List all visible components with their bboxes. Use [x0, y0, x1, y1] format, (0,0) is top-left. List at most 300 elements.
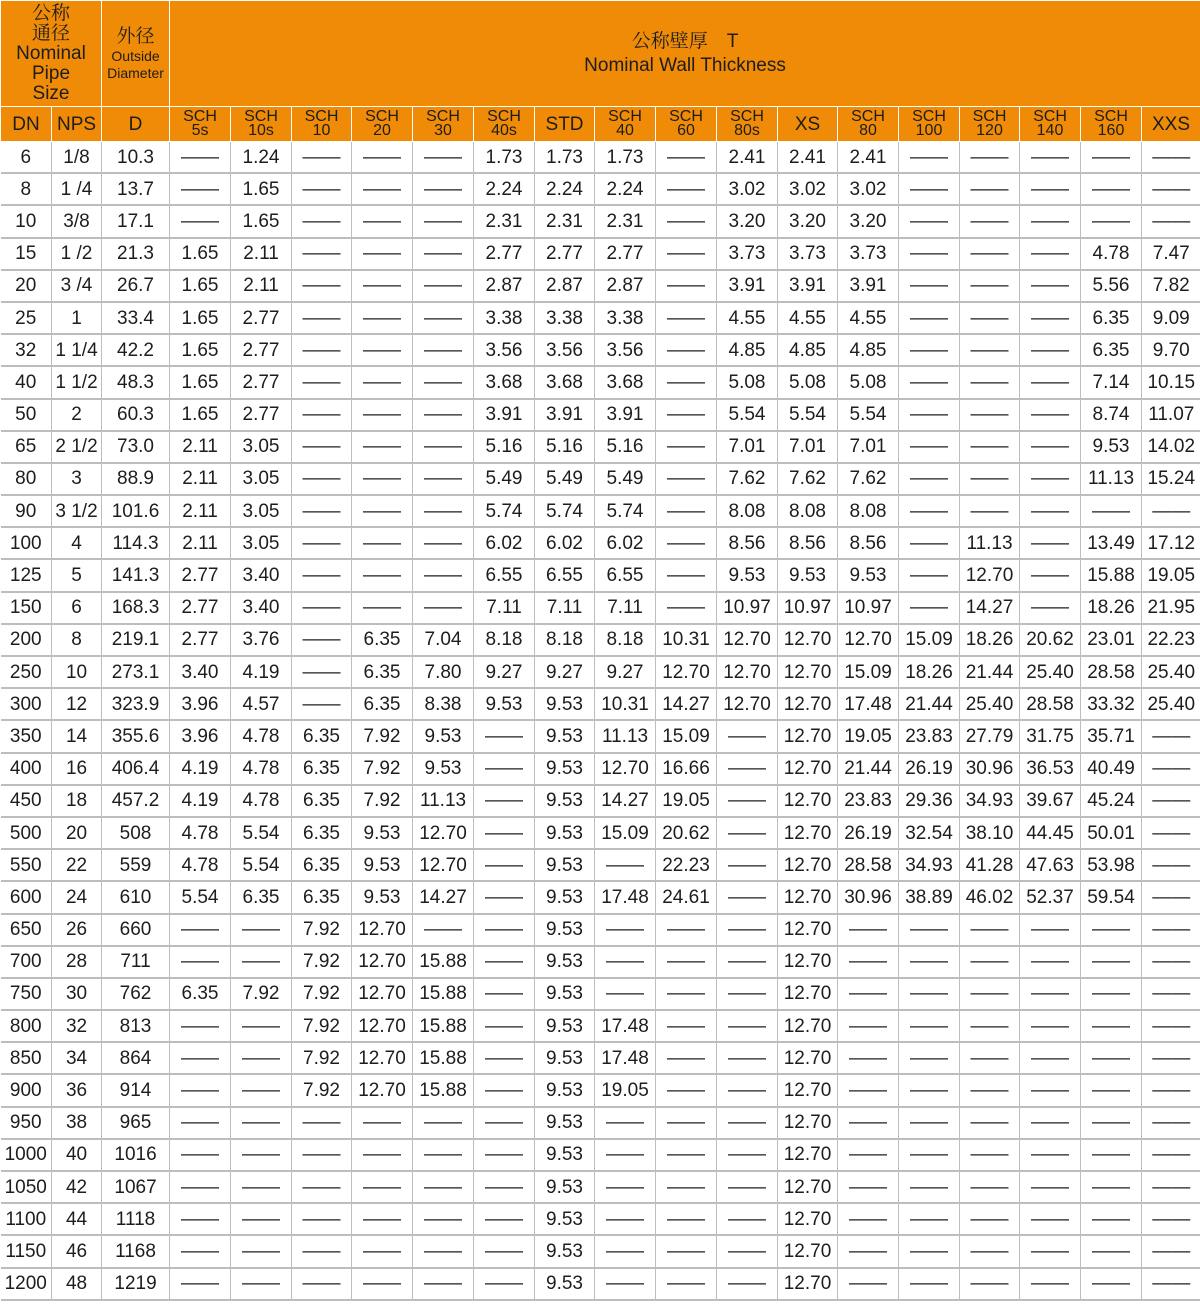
- table-cell: 25: [1, 302, 52, 334]
- table-cell: 13.49: [1081, 527, 1142, 559]
- table-cell: 9.53: [352, 817, 413, 849]
- table-cell: 4.55: [717, 302, 778, 334]
- table-cell: 3.73: [778, 238, 838, 270]
- table-cell: 100: [1, 527, 52, 559]
- column-header: [1081, 107, 1142, 142]
- table-cell: 41.28: [960, 849, 1020, 881]
- table-cell: ——: [170, 142, 231, 174]
- table-cell: 18.26: [899, 656, 960, 688]
- table-cell: 5.54: [231, 817, 292, 849]
- table-cell: ——: [413, 205, 474, 237]
- table-cell: 44: [52, 1203, 102, 1235]
- table-cell: 9.53: [535, 1268, 595, 1300]
- table-cell: 9.53: [535, 1203, 595, 1235]
- table-cell: 1.65: [231, 205, 292, 237]
- table-cell: ——: [474, 1203, 535, 1235]
- table-cell: 42: [52, 1171, 102, 1203]
- table-cell: 15.88: [1081, 559, 1142, 591]
- table-cell: 38.89: [899, 881, 960, 913]
- table-cell: 3 /4: [52, 270, 102, 302]
- column-header: [231, 107, 292, 142]
- table-cell: 12.70: [838, 624, 899, 656]
- table-cell: ——: [170, 1235, 231, 1267]
- table-cell: 9.53: [535, 753, 595, 785]
- table-cell: ——: [960, 1139, 1020, 1171]
- table-cell: ——: [960, 463, 1020, 495]
- table-cell: 1 /4: [52, 173, 102, 205]
- table-cell: 1.65: [170, 399, 231, 431]
- table-cell: 30.96: [960, 753, 1020, 785]
- table-cell: ——: [838, 1107, 899, 1139]
- table-cell: ——: [899, 270, 960, 302]
- table-cell: 12.70: [717, 656, 778, 688]
- table-cell: 3.91: [595, 399, 656, 431]
- table-cell: 19.05: [1142, 559, 1200, 591]
- table-cell: 114.3: [102, 527, 170, 559]
- table-row: [1, 849, 1200, 881]
- nominal-size-en-line1: Nominal: [16, 42, 86, 64]
- table-cell: 4: [52, 527, 102, 559]
- table-cell: ——: [1142, 1203, 1200, 1235]
- table-cell: 6.02: [474, 527, 535, 559]
- table-cell: ——: [413, 1203, 474, 1235]
- table-cell: 5.16: [535, 431, 595, 463]
- table-cell: ——: [960, 914, 1020, 946]
- table-cell: ——: [717, 1171, 778, 1203]
- table-cell: 5.54: [717, 399, 778, 431]
- table-cell: ——: [656, 1268, 717, 1300]
- table-cell: 15.88: [413, 946, 474, 978]
- table-cell: ——: [231, 1074, 292, 1106]
- table-cell: 7.62: [778, 463, 838, 495]
- table-cell: ——: [595, 1171, 656, 1203]
- table-cell: 406.4: [102, 753, 170, 785]
- column-header-label: SCH: [487, 108, 521, 125]
- table-cell: 12.70: [778, 946, 838, 978]
- table-cell: ——: [656, 399, 717, 431]
- table-cell: 3.05: [231, 495, 292, 527]
- table-cell: 14.27: [595, 785, 656, 817]
- table-cell: 3.02: [838, 173, 899, 205]
- table-cell: 14.27: [413, 881, 474, 913]
- table-cell: ——: [352, 173, 413, 205]
- table-cell: 7.92: [231, 978, 292, 1010]
- table-row: [1, 624, 1200, 656]
- table-cell: 2.77: [170, 559, 231, 591]
- table-body: [1, 142, 1200, 1300]
- table-cell: 5.56: [1081, 270, 1142, 302]
- table-cell: ——: [1020, 1171, 1081, 1203]
- table-cell: ——: [1020, 978, 1081, 1010]
- table-cell: 28.58: [1020, 688, 1081, 720]
- table-cell: 273.1: [102, 656, 170, 688]
- table-cell: ——: [474, 914, 535, 946]
- table-cell: 2.31: [595, 205, 656, 237]
- outside-diameter-header: [102, 1, 170, 107]
- table-cell: 9.53: [535, 946, 595, 978]
- table-cell: ——: [717, 849, 778, 881]
- table-cell: ——: [170, 1171, 231, 1203]
- column-header-label: 40s: [491, 122, 517, 139]
- column-header-label: 160: [1097, 122, 1125, 139]
- table-cell: 4.57: [231, 688, 292, 720]
- table-cell: ——: [960, 978, 1020, 1010]
- table-cell: ——: [170, 1010, 231, 1042]
- table-cell: ——: [292, 399, 352, 431]
- table-cell: ——: [595, 914, 656, 946]
- table-cell: 2.77: [231, 399, 292, 431]
- table-cell: ——: [1020, 495, 1081, 527]
- table-cell: 1200: [1, 1268, 52, 1300]
- table-cell: ——: [960, 173, 1020, 205]
- table-cell: ——: [1020, 205, 1081, 237]
- table-row: [1, 656, 1200, 688]
- table-cell: 7.01: [778, 431, 838, 463]
- table-cell: 21.44: [899, 688, 960, 720]
- table-cell: 5.49: [474, 463, 535, 495]
- table-cell: 26.19: [838, 817, 899, 849]
- table-cell: ——: [1081, 1010, 1142, 1042]
- table-row: [1, 302, 1200, 334]
- table-cell: ——: [1020, 302, 1081, 334]
- table-cell: ——: [292, 495, 352, 527]
- column-header-label: 140: [1036, 122, 1064, 139]
- table-cell: ——: [656, 142, 717, 174]
- table-cell: ——: [1081, 946, 1142, 978]
- table-cell: 35.71: [1081, 720, 1142, 752]
- table-cell: 2.77: [231, 366, 292, 398]
- table-cell: 7.14: [1081, 366, 1142, 398]
- table-cell: 813: [102, 1010, 170, 1042]
- table-cell: 610: [102, 881, 170, 913]
- table-cell: 17.12: [1142, 527, 1200, 559]
- table-cell: ——: [899, 334, 960, 366]
- table-cell: ——: [231, 914, 292, 946]
- table-cell: 12.70: [778, 753, 838, 785]
- table-cell: 12.70: [717, 624, 778, 656]
- table-cell: 650: [1, 914, 52, 946]
- table-cell: 12.70: [960, 559, 1020, 591]
- table-cell: ——: [899, 142, 960, 174]
- table-cell: 12.70: [352, 1010, 413, 1042]
- table-cell: 16.66: [656, 753, 717, 785]
- table-cell: 8.74: [1081, 399, 1142, 431]
- table-row: [1, 559, 1200, 591]
- column-header-row: [1, 107, 1200, 142]
- column-header: [535, 107, 595, 142]
- table-cell: 9.53: [535, 720, 595, 752]
- table-cell: ——: [656, 1235, 717, 1267]
- table-cell: ——: [960, 431, 1020, 463]
- table-cell: 12.70: [595, 753, 656, 785]
- table-cell: ——: [899, 463, 960, 495]
- table-cell: ——: [1020, 1203, 1081, 1235]
- table-cell: 660: [102, 914, 170, 946]
- table-cell: 6.02: [535, 527, 595, 559]
- table-cell: ——: [1081, 142, 1142, 174]
- column-header-label: XXS: [1152, 113, 1191, 135]
- table-cell: 15.09: [838, 656, 899, 688]
- table-cell: 1 /2: [52, 238, 102, 270]
- table-cell: 5.74: [474, 495, 535, 527]
- table-cell: 17.48: [595, 881, 656, 913]
- table-cell: 21.95: [1142, 592, 1200, 624]
- table-cell: 18.26: [960, 624, 1020, 656]
- table-cell: ——: [352, 1107, 413, 1139]
- table-cell: 9.53: [535, 1171, 595, 1203]
- table-cell: ——: [231, 1203, 292, 1235]
- table-cell: ——: [960, 1171, 1020, 1203]
- table-cell: ——: [656, 431, 717, 463]
- table-cell: 12.70: [413, 817, 474, 849]
- table-cell: ——: [838, 1010, 899, 1042]
- table-cell: ——: [352, 366, 413, 398]
- table-cell: ——: [292, 302, 352, 334]
- table-cell: 14.27: [960, 592, 1020, 624]
- table-cell: 26: [52, 914, 102, 946]
- table-cell: 6.35: [292, 881, 352, 913]
- table-row: [1, 592, 1200, 624]
- column-header-label: SCH: [1094, 108, 1128, 125]
- table-cell: ——: [352, 1235, 413, 1267]
- table-cell: 18.26: [1081, 592, 1142, 624]
- table-cell: 21.44: [960, 656, 1020, 688]
- table-cell: ——: [838, 946, 899, 978]
- table-row: [1, 1074, 1200, 1106]
- table-cell: 762: [102, 978, 170, 1010]
- table-cell: 20: [52, 817, 102, 849]
- table-cell: ——: [1020, 1107, 1081, 1139]
- table-cell: 3.40: [231, 559, 292, 591]
- table-cell: ——: [838, 1139, 899, 1171]
- table-cell: 7.92: [352, 785, 413, 817]
- table-cell: ——: [1020, 1042, 1081, 1074]
- table-cell: ——: [1020, 366, 1081, 398]
- table-cell: ——: [656, 1107, 717, 1139]
- wall-thickness-zh: 公称壁厚 T: [631, 30, 739, 52]
- table-cell: ——: [960, 399, 1020, 431]
- table-cell: 2.77: [231, 302, 292, 334]
- table-cell: 200: [1, 624, 52, 656]
- table-cell: 12.70: [778, 1235, 838, 1267]
- table-cell: 3.56: [474, 334, 535, 366]
- table-row: [1, 914, 1200, 946]
- table-cell: ——: [899, 1171, 960, 1203]
- table-cell: ——: [960, 495, 1020, 527]
- table-cell: 7.01: [717, 431, 778, 463]
- table-cell: ——: [352, 302, 413, 334]
- table-cell: 52.37: [1020, 881, 1081, 913]
- table-cell: ——: [474, 1107, 535, 1139]
- table-cell: ——: [352, 431, 413, 463]
- table-cell: ——: [1020, 142, 1081, 174]
- table-cell: ——: [595, 1235, 656, 1267]
- table-cell: ——: [899, 1203, 960, 1235]
- table-cell: ——: [474, 1235, 535, 1267]
- table-cell: ——: [1081, 978, 1142, 1010]
- table-cell: 65: [1, 431, 52, 463]
- table-cell: ——: [413, 142, 474, 174]
- table-cell: 53.98: [1081, 849, 1142, 881]
- table-cell: ——: [717, 1074, 778, 1106]
- column-header: [778, 107, 838, 142]
- table-cell: 9.53: [535, 1235, 595, 1267]
- table-cell: 4.19: [170, 785, 231, 817]
- table-cell: 26.19: [899, 753, 960, 785]
- table-cell: ——: [1081, 1139, 1142, 1171]
- table-cell: ——: [899, 1074, 960, 1106]
- table-cell: ——: [838, 1042, 899, 1074]
- table-cell: ——: [1142, 205, 1200, 237]
- table-cell: 40.49: [1081, 753, 1142, 785]
- table-cell: 355.6: [102, 720, 170, 752]
- table-cell: 3.40: [170, 656, 231, 688]
- table-cell: 73.0: [102, 431, 170, 463]
- table-cell: 16: [52, 753, 102, 785]
- table-cell: 32.54: [899, 817, 960, 849]
- table-cell: ——: [231, 1171, 292, 1203]
- table-cell: 10.97: [778, 592, 838, 624]
- table-cell: ——: [717, 817, 778, 849]
- table-cell: 7.62: [838, 463, 899, 495]
- table-cell: 5.08: [838, 366, 899, 398]
- table-cell: 1219: [102, 1268, 170, 1300]
- table-cell: ——: [717, 720, 778, 752]
- table-cell: 38.10: [960, 817, 1020, 849]
- table-cell: ——: [899, 173, 960, 205]
- table-cell: 5.54: [231, 849, 292, 881]
- table-cell: 6.35: [352, 656, 413, 688]
- table-cell: 9.53: [778, 559, 838, 591]
- table-cell: 10.15: [1142, 366, 1200, 398]
- table-cell: 8.08: [838, 495, 899, 527]
- table-cell: ——: [717, 1042, 778, 1074]
- table-cell: ——: [838, 1235, 899, 1267]
- table-cell: ——: [717, 978, 778, 1010]
- table-cell: 9.53: [535, 1010, 595, 1042]
- table-cell: ——: [352, 399, 413, 431]
- table-cell: ——: [292, 173, 352, 205]
- table-cell: ——: [656, 978, 717, 1010]
- nominal-pipe-size-header: [1, 1, 102, 107]
- table-cell: 559: [102, 849, 170, 881]
- table-cell: ——: [1142, 173, 1200, 205]
- table-cell: ——: [838, 1074, 899, 1106]
- table-cell: ——: [352, 495, 413, 527]
- table-cell: 3.56: [535, 334, 595, 366]
- table-cell: 15.09: [899, 624, 960, 656]
- table-row: [1, 270, 1200, 302]
- table-cell: 7.62: [717, 463, 778, 495]
- column-header-label: SCH: [912, 108, 946, 125]
- table-cell: 9.53: [535, 817, 595, 849]
- table-cell: ——: [899, 238, 960, 270]
- table-cell: 12.70: [778, 1107, 838, 1139]
- table-cell: 8: [1, 173, 52, 205]
- table-cell: ——: [899, 527, 960, 559]
- table-cell: 28.58: [838, 849, 899, 881]
- column-header: [292, 107, 352, 142]
- table-cell: 21.3: [102, 238, 170, 270]
- table-cell: 38: [52, 1107, 102, 1139]
- table-cell: 6.35: [352, 624, 413, 656]
- table-cell: 22.23: [656, 849, 717, 881]
- table-cell: 3.02: [717, 173, 778, 205]
- table-cell: ——: [899, 1235, 960, 1267]
- table-cell: ——: [413, 1171, 474, 1203]
- table-cell: 3.20: [717, 205, 778, 237]
- table-cell: 24.61: [656, 881, 717, 913]
- table-cell: 5.16: [595, 431, 656, 463]
- table-cell: 32: [1, 334, 52, 366]
- table-cell: 6.35: [292, 785, 352, 817]
- table-cell: 80: [1, 463, 52, 495]
- table-cell: 7.92: [292, 1042, 352, 1074]
- table-cell: 6.35: [352, 688, 413, 720]
- table-cell: 7.92: [352, 753, 413, 785]
- table-cell: 7.11: [535, 592, 595, 624]
- table-cell: ——: [1142, 978, 1200, 1010]
- table-cell: ——: [717, 914, 778, 946]
- table-cell: 5.08: [778, 366, 838, 398]
- table-cell: ——: [960, 302, 1020, 334]
- table-cell: ——: [1081, 1171, 1142, 1203]
- table-cell: 2.41: [717, 142, 778, 174]
- table-cell: 2.24: [474, 173, 535, 205]
- table-cell: 1.65: [170, 334, 231, 366]
- table-cell: 9.09: [1142, 302, 1200, 334]
- column-header-label: SCH: [426, 108, 460, 125]
- table-cell: 750: [1, 978, 52, 1010]
- table-cell: 7.01: [838, 431, 899, 463]
- column-header-label: STD: [545, 113, 584, 135]
- table-cell: 3.40: [231, 592, 292, 624]
- table-cell: 12.70: [778, 656, 838, 688]
- table-cell: ——: [1020, 334, 1081, 366]
- table-cell: ——: [474, 785, 535, 817]
- table-cell: ——: [474, 1010, 535, 1042]
- table-cell: ——: [656, 1139, 717, 1171]
- table-cell: 20: [1, 270, 52, 302]
- table-cell: 3.91: [535, 399, 595, 431]
- column-header: [899, 107, 960, 142]
- table-cell: 6.02: [595, 527, 656, 559]
- column-header-label: SCH: [730, 108, 764, 125]
- wall-thickness-en: Nominal Wall Thickness: [584, 54, 786, 76]
- table-cell: 90: [1, 495, 52, 527]
- table-row: [1, 142, 1200, 174]
- table-cell: 15: [1, 238, 52, 270]
- table-cell: 12.70: [778, 1074, 838, 1106]
- table-cell: 1.65: [231, 173, 292, 205]
- table-cell: 8.08: [778, 495, 838, 527]
- table-cell: 12.70: [778, 785, 838, 817]
- column-header-label: 10: [312, 122, 331, 139]
- table-cell: ——: [170, 1042, 231, 1074]
- table-cell: ——: [1081, 495, 1142, 527]
- table-cell: ——: [960, 1074, 1020, 1106]
- table-cell: ——: [595, 1139, 656, 1171]
- table-cell: ——: [352, 142, 413, 174]
- table-cell: 5.49: [595, 463, 656, 495]
- table-cell: ——: [1081, 914, 1142, 946]
- table-cell: 3.76: [231, 624, 292, 656]
- column-header: [717, 107, 778, 142]
- table-cell: 18: [52, 785, 102, 817]
- outside-diameter-zh: 外径: [116, 25, 155, 47]
- table-cell: 5.08: [717, 366, 778, 398]
- column-header: [595, 107, 656, 142]
